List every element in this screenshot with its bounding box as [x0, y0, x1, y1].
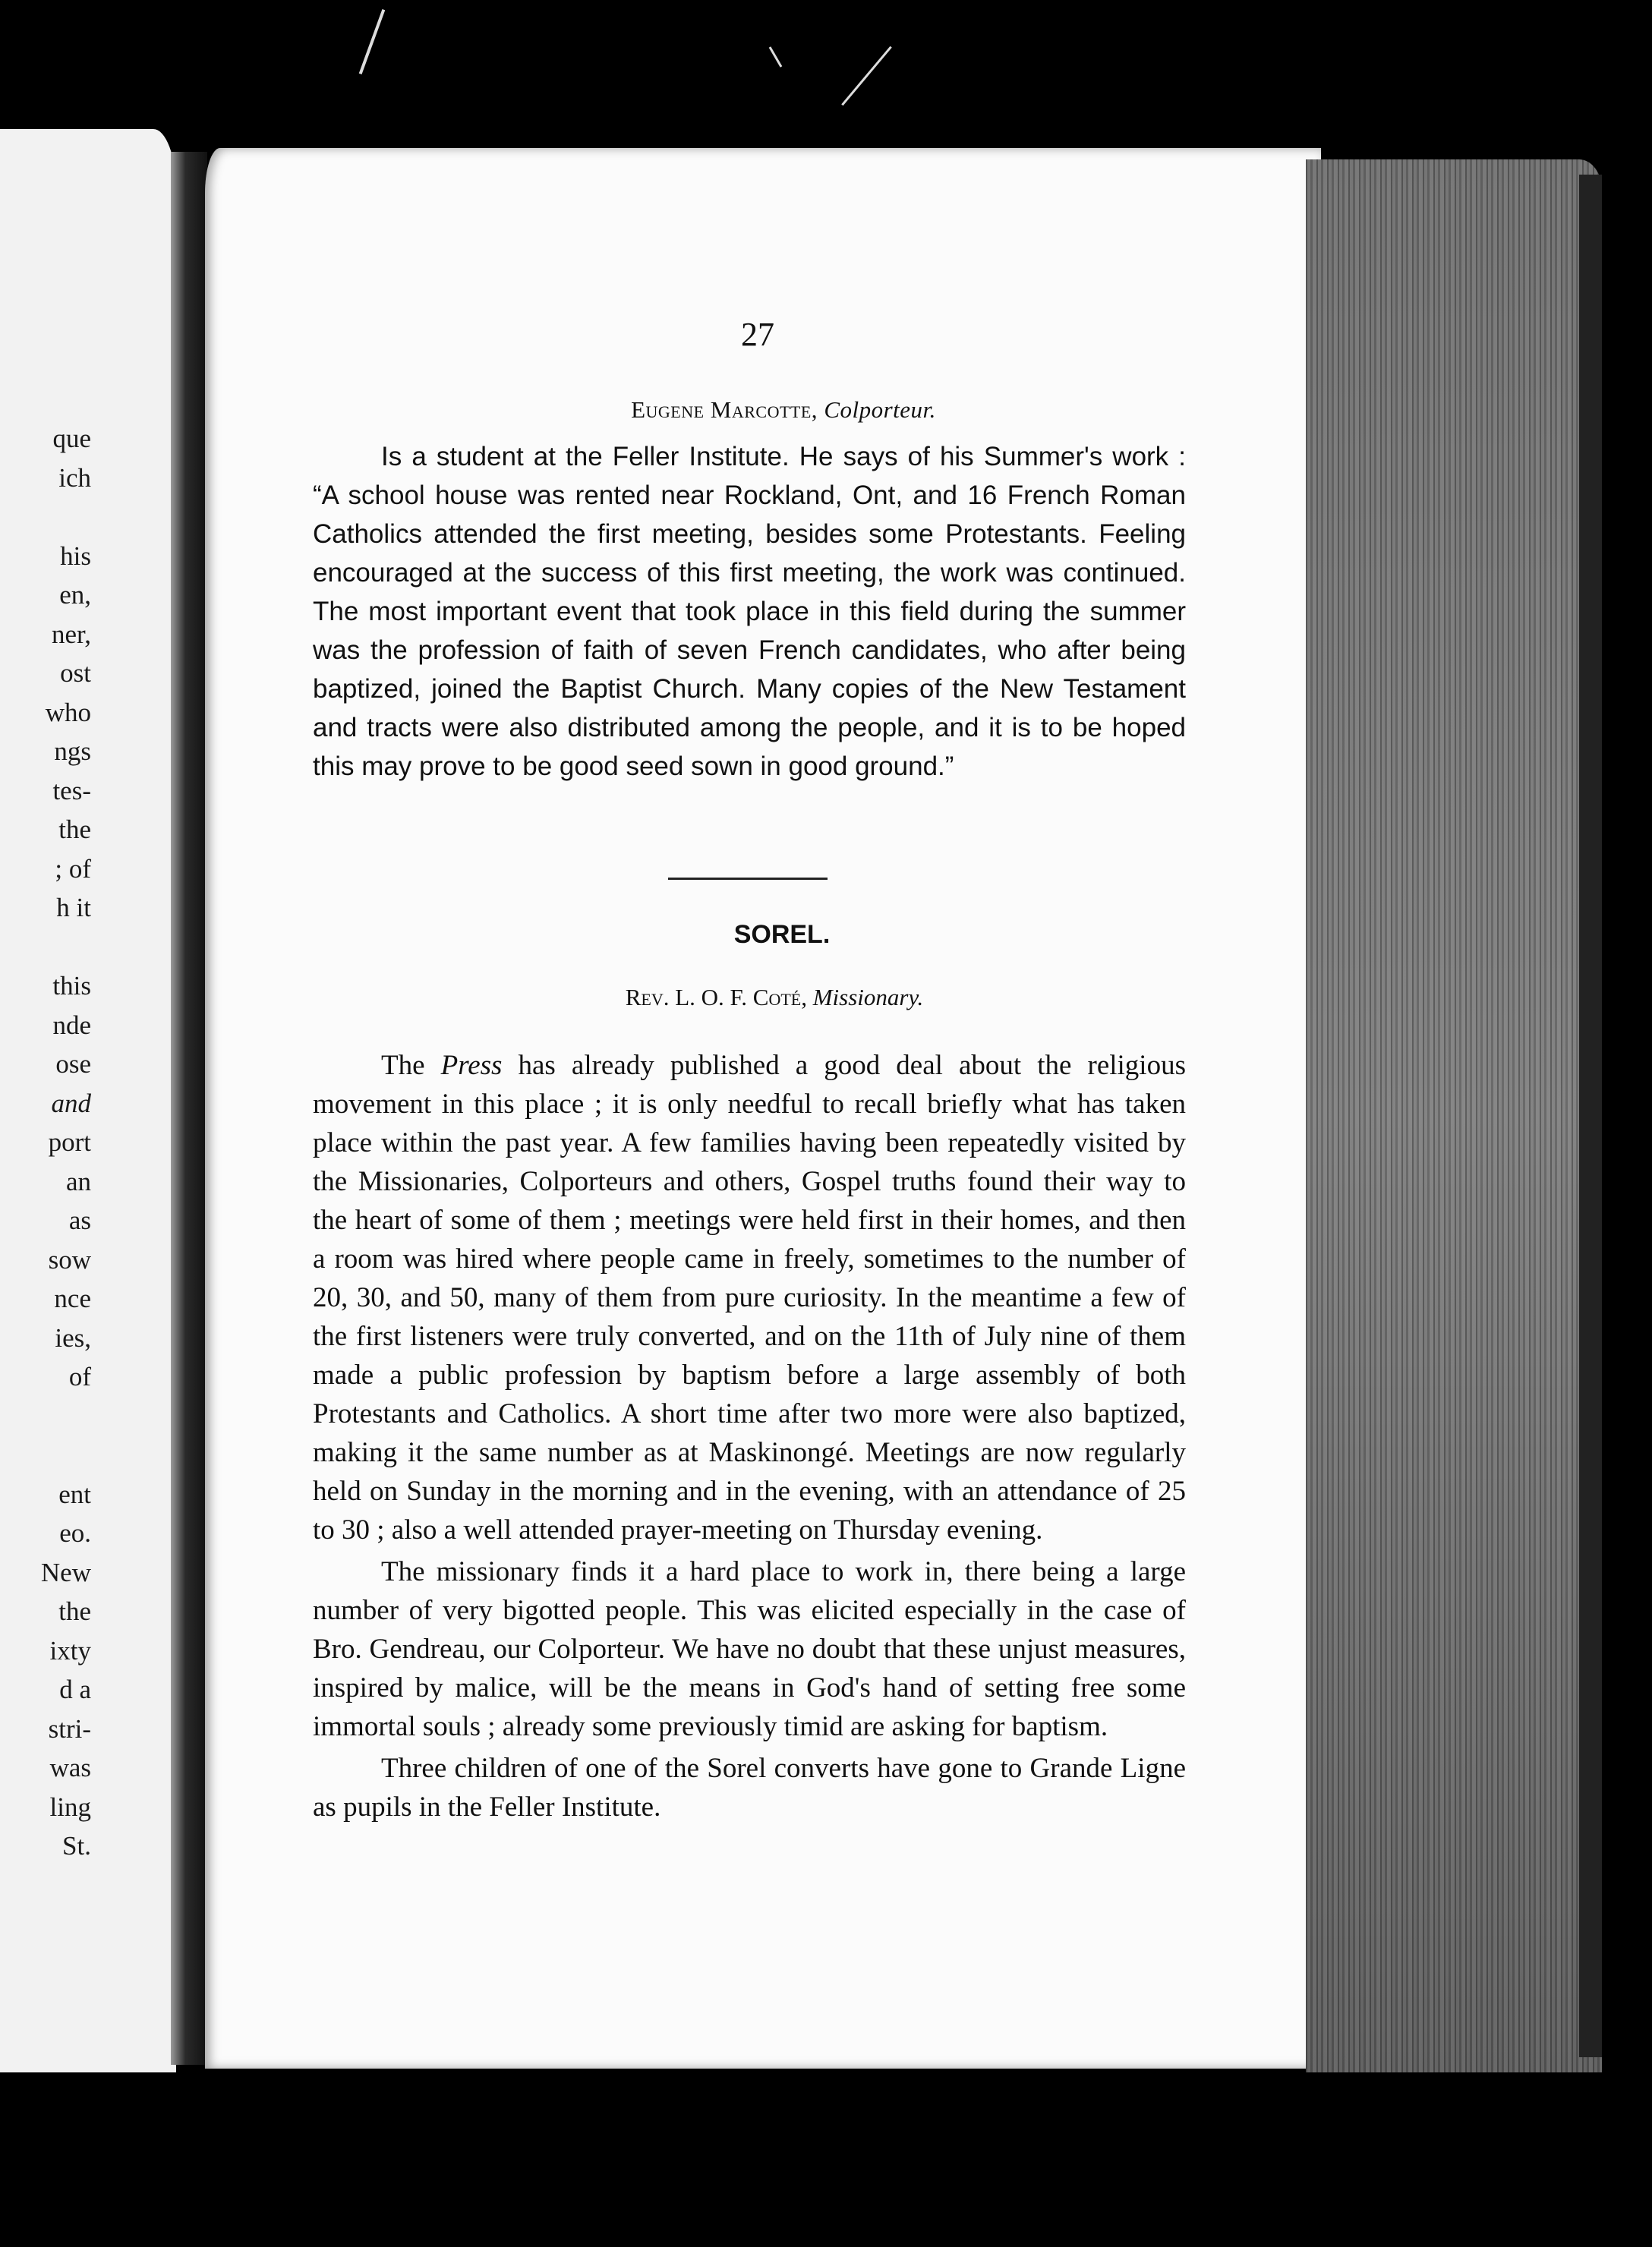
section-sorel [313, 1046, 1186, 1829]
left-page-fragment: his [60, 540, 91, 571]
left-page-fragment: ich [58, 462, 91, 493]
page-block-edge [1306, 159, 1602, 2072]
left-page-fragment: tes- [52, 775, 91, 805]
byline-name: Eugene Marcotte, [631, 396, 818, 423]
left-page-fragment: this [52, 971, 91, 1001]
left-page-fragment: ixty [49, 1635, 91, 1666]
left-page-fragment: who [45, 697, 91, 727]
section-divider [668, 878, 828, 880]
book-gutter [171, 152, 207, 2065]
left-page-fragment: ; of [55, 853, 91, 884]
left-page-fragment: ies, [55, 1322, 91, 1353]
left-page-fragment: eo. [59, 1518, 91, 1548]
paragraph-sorel-2: The missionary finds it a hard place to work in, there being a large number of very bigotted people. This was elicited especially in the case of Bro. Gendreau, our Colporteur. We have no doubt that these unjust measures, inspired by malice, will be the means in God's hand of setting free some immortal souls ; already some previously timid are asking for baptism. [313, 1556, 1186, 1742]
italic-word: Press [440, 1050, 503, 1081]
paragraph-marcotte: Is a student at the Feller Institute. He says of his Summer's work : “A school house was rented near Rockland, Ont, and 16 French Roman Catholics attended the first meeting, besides some Protestants. Feeling encouraged at the success of this first meeting, the work was continued. The most important event that took place in this field during the summer was the profession of faith of seven French candidates, who after being baptized, joined the Baptist Church. Many copies of the New Testament and tracts were also distributed among the people, and it is to be hoped this may prove to be good seed sown in good ground.” [313, 442, 1186, 781]
left-page-fragment: the [58, 815, 91, 844]
byline-marcotte [313, 396, 1186, 424]
left-page-fragment: h it [56, 893, 91, 922]
left-page-fragment: stri- [48, 1713, 91, 1744]
left-page-fragment: nce [54, 1284, 91, 1313]
left-page-fragment: an [65, 1166, 91, 1196]
left-page-fragment: ose [55, 1049, 91, 1079]
page-number: 27 [741, 316, 774, 353]
left-page-fragment: and [51, 1088, 91, 1118]
left-page-fragment: was [49, 1753, 91, 1782]
left-page-fragment: St. [62, 1831, 91, 1861]
left-page-fragment: ling [49, 1792, 91, 1822]
book-cover-edge [1579, 175, 1602, 2057]
left-page-fragment: que [52, 424, 91, 453]
byline-role: Missionary. [812, 984, 924, 1010]
scratch-mark [359, 9, 386, 74]
scratch-mark [769, 46, 783, 67]
left-page-fragment: ngs [54, 736, 91, 766]
left-page-fragment: ost [60, 658, 91, 688]
left-page-fragment: d a [59, 1675, 91, 1704]
left-page-fragment: ner, [51, 619, 91, 649]
byline-name: Rev. L. O. F. Coté, [625, 984, 807, 1010]
left-page-fragment: the [58, 1596, 91, 1626]
section-heading: SOREL. [733, 920, 831, 949]
left-page-fragment: sow [48, 1244, 91, 1275]
byline-cote [304, 984, 1184, 1011]
left-page-fragment: New [40, 1557, 91, 1587]
paragraph-sorel-1 [313, 1046, 1186, 1549]
left-page-fragment: nde [52, 1010, 91, 1040]
left-page-fragment: of [68, 1362, 91, 1391]
paragraph-text: The [381, 1050, 441, 1081]
scratch-mark [841, 46, 892, 106]
paragraph-text: has already published a good deal about the religious movement in this place ; it is only needful to recall briefly what has taken place within the past year. A few families having been repeatedly visited by the Missionaries, Colporteurs and others, Gospel truths found their way to the heart of some of them ; meetings were held first in their homes, and then a room was hired where people came in freely, sometimes to the number of 20, 30, and 50, many of them from pure curiosity. In the meantime a few of the first listeners were truly converted, and on the 11th of July nine of them made a public profession by baptism before a large assembly of both Protestants and Catholics. A short time after two more were also baptized, making it the same number as at Maskinongé. Meetings are now regularly held on Sunday in the morning and in the evening, with an attendance of 25 to 30 ; also a well attended prayer-meeting on Thursday evening. [313, 1050, 1186, 1546]
left-page-fragment: port [48, 1127, 91, 1157]
paragraph-sorel-3: Three children of one of the Sorel converts have gone to Grande Ligne as pupils in the Feller Institute. [313, 1753, 1186, 1823]
section-marcotte [313, 396, 1186, 786]
byline-role: Colporteur. [824, 396, 936, 423]
left-page-fragment: en, [59, 580, 91, 610]
left-page-fragment: ent [58, 1479, 91, 1509]
left-page-fragment: as [68, 1205, 91, 1235]
